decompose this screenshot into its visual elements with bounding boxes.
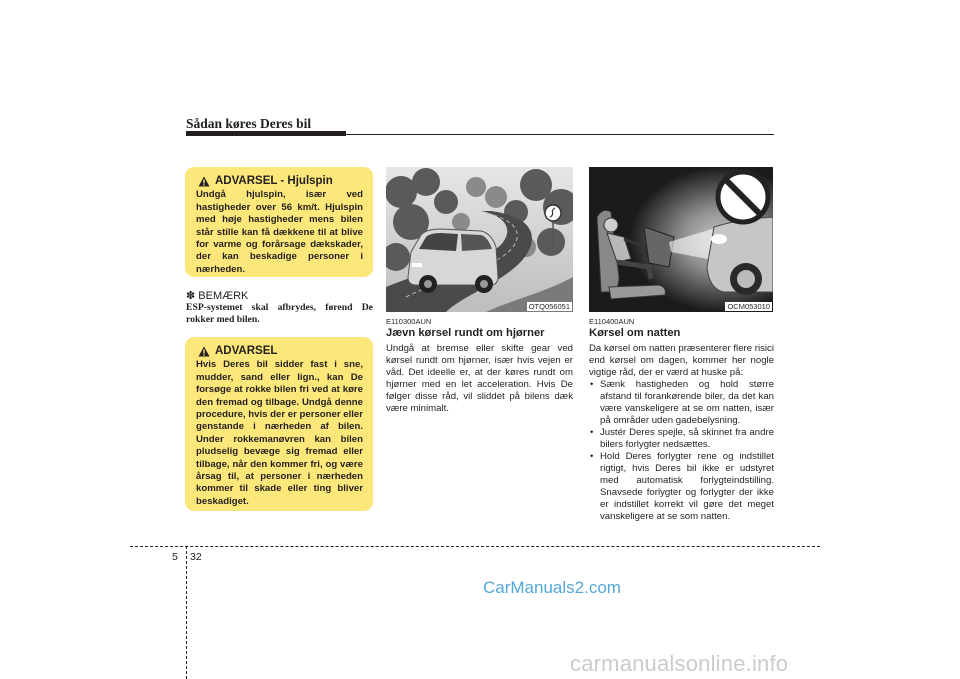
- corner-driving-illustration: [386, 167, 573, 312]
- section-intro-night: Da kørsel om natten præsenterer flere risici end kørsel om dagen, kommer her nogle vigtige råd, der er værd at huske på:: [589, 343, 774, 378]
- warning-stuck-text: Hvis Deres bil sidder fast i sne, mudder, sand eller lign., kan De forsøge at rokke bilen fri ved at køre den fremad og tilbage. Undgå denne procedure, hvis der er personer eller genstande i nærheden af bilen. Under rokkemanøvren kan bilen pludselig bevæge sig fremad eller tilbage, når den kommer fri, og være årsag til, at personer i nærheden kommer til skade eller ting bliver beskadiget.: [196, 359, 363, 507]
- note-text: ESP-systemet skal afbrydes, førend De rokker med bilen.: [186, 302, 373, 325]
- section-night-body: [589, 343, 774, 523]
- night-tips-list: [589, 379, 774, 523]
- section-title-corners: Jævn kørsel rundt om hjørner: [386, 327, 545, 339]
- warning-hjulspin-title: ADVARSEL - Hjulspin: [215, 175, 333, 187]
- section-code-corners: E110300AUN: [386, 317, 432, 326]
- header-rule: [346, 134, 774, 135]
- warning-hjulspin-text: Undgå hjulspin, især ved hastigheder over 56 km/t. Hjulspin med høje hastigheder mens bilen står stille kan få dækkene til at blive for varme og forårsage dækskader, der kan beskadige personer i nærheden.: [196, 189, 363, 275]
- night-driving-illustration: [589, 167, 773, 312]
- warning-stuck-title: ADVARSEL: [215, 345, 278, 357]
- section-title-night: Kørsel om natten: [589, 327, 681, 339]
- page-header-title: Sådan køres Deres bil: [186, 116, 312, 131]
- warning-hjulspin-box: [185, 167, 373, 277]
- list-item: • Justér Deres spejle, så skinnet fra andre bilers forlygter nedsættes.: [589, 427, 774, 451]
- warning-triangle-icon: [198, 176, 210, 187]
- section-code-night: E110400AUN: [589, 317, 635, 326]
- note-title: ✽ BEMÆRK: [186, 290, 249, 302]
- image-code-night: OCM053010: [727, 302, 770, 311]
- page-number: 32: [190, 551, 202, 563]
- warning-triangle-icon: [198, 346, 210, 357]
- list-item: • Hold Deres forlygter rene og indstillet rigtigt, hvis Deres bil ikke er udstyret med automatisk forlygteindstilling. Snavsede forlygter og forlygter der ikke er indstillet korrekt vil gøre det meget vanskeligere at se som natten.: [589, 451, 774, 523]
- footer-divider: [130, 546, 820, 547]
- section-text-corners: Undgå at bremse eller skifte gear ved kørsel rundt om hjørner, især hvis vejen er våd. Det ideelle er, at der køres rundt om hjørner med en let acceleration. Hvis De følger disse råd, vil sliddet på bilens dæk være minimalt.: [386, 343, 573, 414]
- chapter-number: 5: [172, 551, 178, 563]
- list-item: • Sænk hastigheden og hold større afstand til forankørende biler, da det kan være vanskeligere at se om natten, især på områder uden gadebelysning.: [589, 379, 774, 427]
- header-rule-thick: [186, 131, 346, 136]
- image-code-corners: OTQ056051: [528, 302, 570, 311]
- warning-stuck-box: [185, 337, 373, 511]
- watermark-carmanuals2[interactable]: CarManuals2.com: [483, 578, 621, 597]
- footer-vertical-divider: [186, 546, 187, 679]
- watermark-carmanualsonline[interactable]: carmanualsonline.info: [570, 651, 789, 676]
